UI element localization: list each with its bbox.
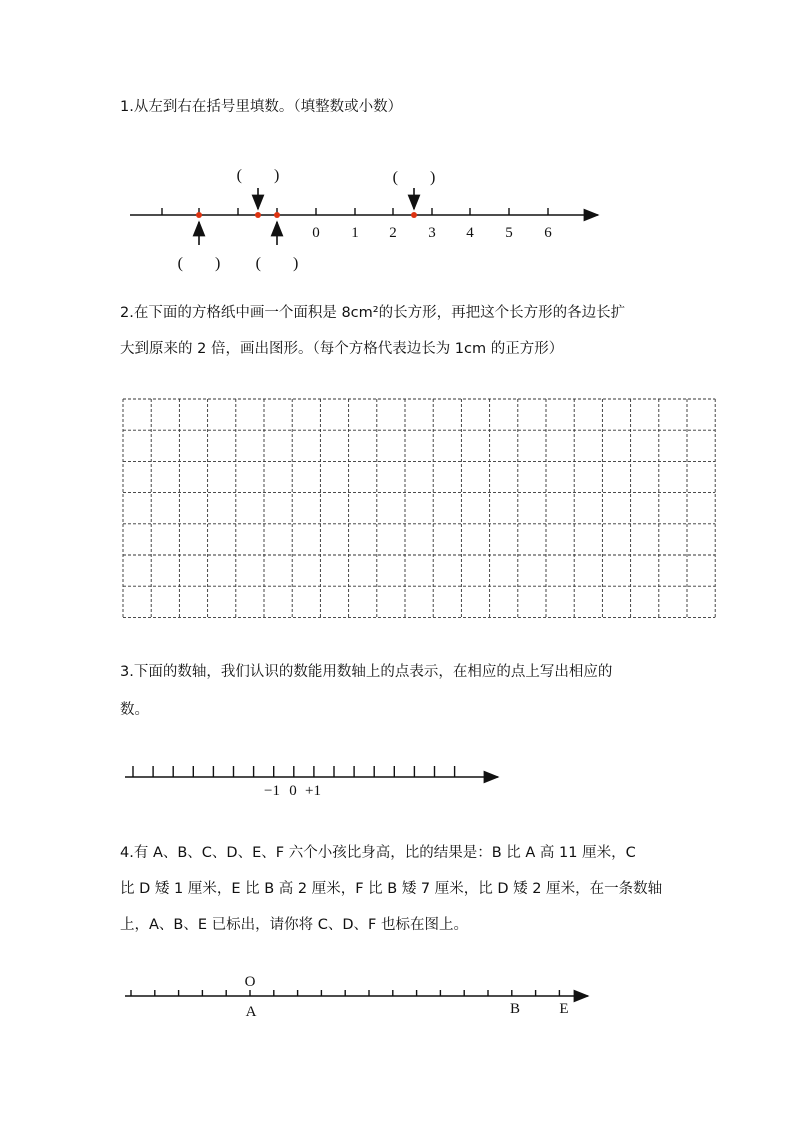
q4-label-e: E (559, 1001, 569, 1017)
q1-tick-label-2: 2 (389, 225, 397, 241)
question-4-line-3: 上，A、B、E 已标出，请你将 C、D、F 也标在图上。 (120, 917, 468, 933)
q1-answer-paren-3: ( ) (177, 255, 221, 272)
q1-answer-paren-2: ( ) (392, 169, 436, 186)
question-3-line-2: 数。 (120, 702, 149, 718)
question-2-line-2: 大到原来的 2 倍，画出图形。（每个方格代表边长为 1cm 的正方形） (120, 341, 564, 357)
q1-tick-label-6: 6 (544, 225, 552, 241)
q1-answer-paren-4: ( ) (255, 255, 299, 272)
q4-label-a: A (245, 1004, 257, 1020)
q1-tick-label-4: 4 (466, 225, 474, 241)
q4-label-b: B (509, 1001, 521, 1017)
q4-ticks (131, 990, 559, 996)
question-1-text: 1.从左到右在括号里填数。（填整数或小数） (120, 99, 403, 115)
q1-tick-label-0: 0 (312, 225, 320, 241)
q1-tick-label-5: 5 (505, 225, 513, 241)
q4-label-origin: O (244, 974, 256, 990)
q1-answer-paren-1: ( ) (236, 167, 280, 184)
q3-label-0: 0 (289, 783, 297, 799)
q3-label-plus-1: +1 (305, 783, 321, 799)
q1-tick-label-1: 1 (351, 225, 359, 241)
question-2-line-1: 2.在下面的方格纸中画一个面积是 8cm²的长方形，再把这个长方形的各边长扩 (120, 305, 626, 321)
q1-tick-label-3: 3 (428, 225, 436, 241)
question-4-line-2: 比 D 矮 1 厘米，E 比 B 高 2 厘米，F 比 B 矮 7 厘米，比 D 矮 2 厘米，在一条数轴 (120, 881, 663, 897)
question-3-line-1: 3.下面的数轴，我们认识的数能用数轴上的点表示，在相应的点上写出相应的 (120, 664, 613, 680)
q3-label-minus-1: −1 (264, 783, 280, 799)
question-4-line-1: 4.有 A、B、C、D、E、F 六个小孩比身高，比的结果是：B 比 A 高 11 厘米，C (120, 845, 636, 861)
